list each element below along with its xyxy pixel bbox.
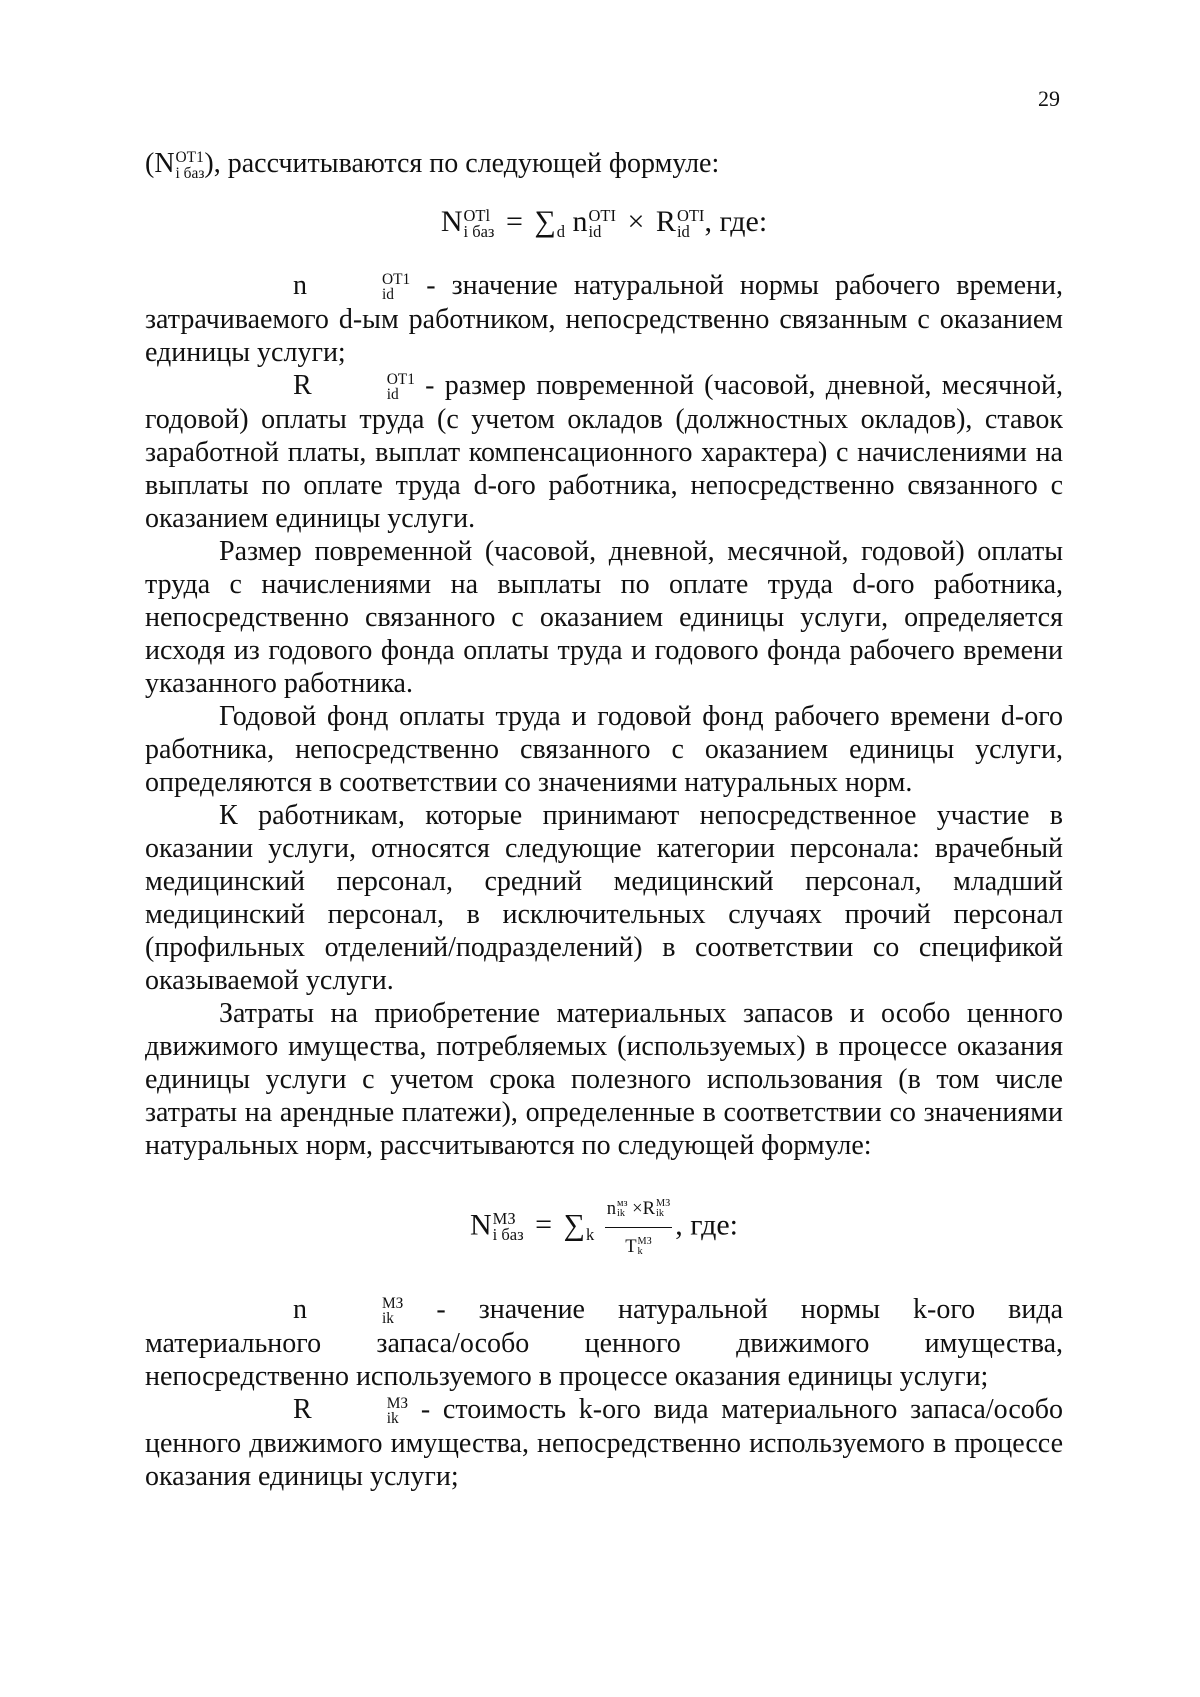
- intro-line: (N ОТ1 i баз ), рассчитываются по следующей формуле:: [145, 148, 720, 182]
- definition-r-mz: R МЗ ik - стоимость k-ого вида материального запаса/особо ценного движимого имущества, непосредственно используемого в процессе оказания единицы услуги;: [145, 1393, 1063, 1492]
- paragraph-wage-size: Размер повременной (часовой, дневной, месячной, годовой) оплаты труда с начислениями на выплаты по оплате труда d-ого работника, непосредственно связанного с оказанием единицы услуги, определяется исходя из годового фонда оплаты труда и годового фонда рабочего времени указанного работника.: [145, 535, 1063, 699]
- formula-labor-cost: N OTl i баз = ∑ d n OTI id × R OTI id , где:: [440, 204, 768, 242]
- definition-n-mz: n МЗ ik - значение натуральной нормы k-ого вида материального запаса/особо ценного движимого имущества, непосредственно используемого в процессе оказания единицы услуги;: [145, 1293, 1063, 1392]
- formula-material-cost: N МЗ i баз = ∑ k n мз ik ×R МЗ ik T МЗ k , где:: [145, 1192, 1063, 1263]
- definition-r-ot: R ОТ1 id - размер повременной (часовой, дневной, месячной, годовой) оплаты труда (с учетом окладов (должностных окладов), ставок заработной платы, выплат компенсационного характера) с начислениями на выплаты по оплате труда d-ого работника, непосредственно связанного с оказанием единицы услуги.: [145, 369, 1063, 534]
- paragraph-staff-categories: К работникам, которые принимают непосредственное участие в оказании услуги, относятся следующие категории персонала: врачебный медицинский персонал, средний медицинский персонал, младший медицинский персонал, в исключительных случаях прочий персонал (профильных отделений/подразделений) в соответствии со спецификой оказываемой услуги.: [145, 799, 1063, 996]
- document-body: [145, 147, 1063, 1493]
- paragraph-annual-fund: Годовой фонд оплаты труда и годовой фонд рабочего времени d-ого работника, непосредственно связанного с оказанием единицы услуги, определяются в соответствии со значениями натуральных норм.: [145, 700, 1063, 798]
- formula-fraction: n мз ik ×R МЗ ik T МЗ k: [605, 1192, 673, 1263]
- definition-n-ot: n ОТ1 id - значение натуральной нормы рабочего времени, затрачиваемого d-ым работником, непосредственно связанным с оказанием единицы услуги;: [145, 269, 1063, 368]
- paragraph-material-costs: Затраты на приобретение материальных запасов и особо ценного движимого имущества, потребляемых (используемых) в процессе оказания единицы услуги с учетом срока полезного использования (в том числе затраты на арендные платежи), определенные в соответствии со значениями натуральных норм, рассчитываются по следующей формуле:: [145, 997, 1063, 1161]
- intro-symbol-scripts: ОТ1 i баз: [175, 149, 205, 182]
- page-number: 29: [1038, 86, 1060, 111]
